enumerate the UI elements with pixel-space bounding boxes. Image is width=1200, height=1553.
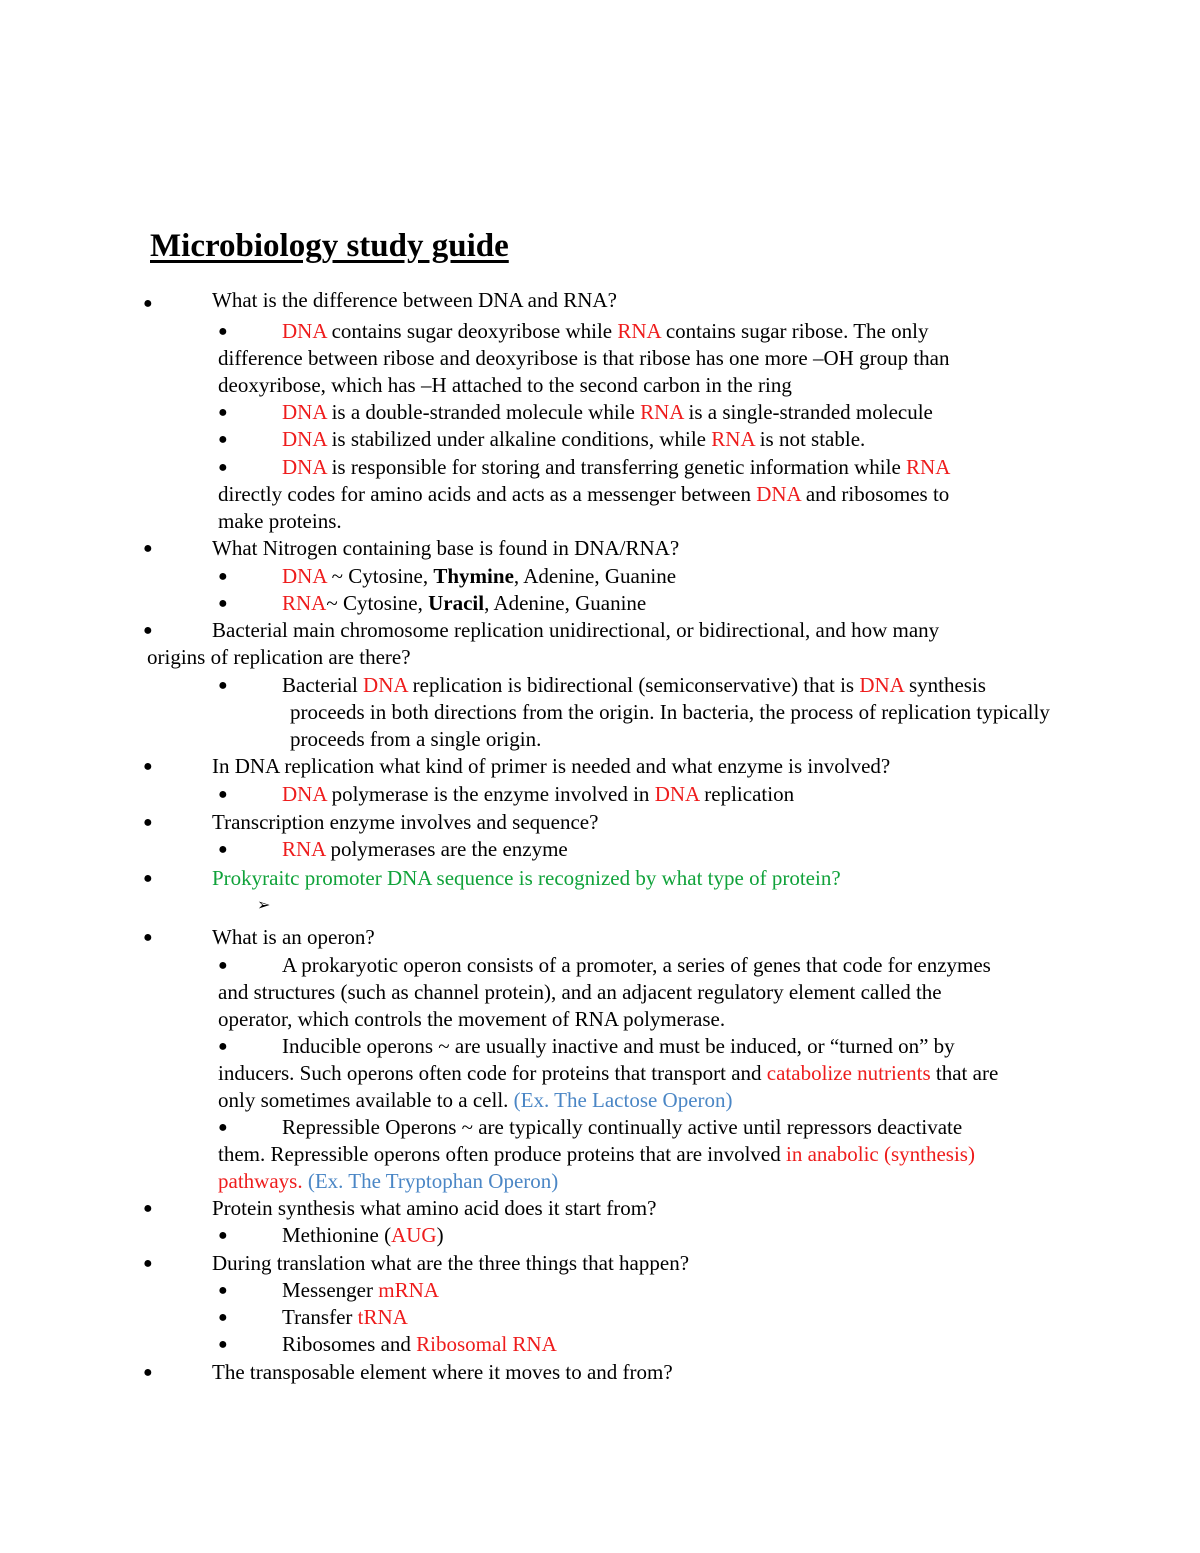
bullet-icon: ● (218, 841, 228, 858)
bullet-icon: ● (218, 404, 228, 421)
question-promoter-protein: Prokyraitc promoter DNA sequence is recognized by what type of protein? (212, 866, 841, 890)
answer-sugar-difference: DNA contains sugar deoxyribose while RNA contains sugar ribose. The only difference between ribose and deoxyribose is that ribose has one more –OH group than deoxyribose, which has –H attached to the second carbon in the ring (218, 319, 950, 397)
question-transcription-enzyme: Transcription enzyme involves and sequence? (212, 810, 599, 834)
bullet-icon: ● (143, 1255, 153, 1272)
answer-stability: DNA is stabilized under alkaline conditions, while RNA is not stable. (282, 427, 866, 451)
bullet-icon: ● (143, 1200, 153, 1217)
bullet-icon: ● (143, 622, 153, 639)
question-operon: What is an operon? (212, 925, 375, 949)
answer-rna-polymerase: RNA polymerases are the enzyme (282, 837, 568, 861)
answer-rna-bases: RNA~ Cytosine, Uracil, Adenine, Guanine (282, 591, 647, 615)
answer-mrna: Messenger mRNA (282, 1278, 439, 1302)
bullet-icon: ● (143, 758, 153, 775)
bullet-icon: ● (218, 1309, 228, 1326)
bullet-icon: ● (218, 1282, 228, 1299)
question-transposable-element: The transposable element where it moves to and from? (212, 1360, 673, 1384)
question-start-amino-acid: Protein synthesis what amino acid does it start from? (212, 1196, 657, 1220)
question-primer-enzyme: In DNA replication what kind of primer is needed and what enzyme is involved? (212, 754, 891, 778)
bullet-icon: ● (218, 677, 228, 694)
bullet-icon: ● (143, 870, 153, 887)
answer-ribosomal-rna: Ribosomes and Ribosomal RNA (282, 1332, 557, 1356)
bullet-icon: ● (143, 929, 153, 946)
answer-dna-polymerase: DNA polymerase is the enzyme involved in DNA replication (282, 782, 795, 806)
answer-strandedness: DNA is a double-stranded molecule while RNA is a single-stranded molecule (282, 400, 933, 424)
bullet-icon: ● (218, 1227, 228, 1244)
bullet-icon: ● (143, 1364, 153, 1381)
bullet-icon: ● (218, 1038, 228, 1055)
question-replication-direction: Bacterial main chromosome replication unidirectional, or bidirectional, and how many origins of replication are there? (147, 618, 940, 669)
page-title: Microbiology study guide (150, 228, 509, 264)
bullet-icon: ● (218, 786, 228, 803)
question-dna-rna-difference: What is the difference between DNA and RNA? (212, 288, 617, 312)
bullet-icon: ● (143, 540, 153, 557)
bullet-icon: ● (218, 323, 228, 340)
bullet-icon: ● (218, 459, 228, 476)
answer-bidirectional-replication: Bacterial DNA replication is bidirectional (semiconservative) that is DNA synthesis proceeds in both directions from the origin. In bacteria, the process of replication typically proceeds from a single origin. (282, 673, 1050, 751)
bullet-icon: ● (218, 431, 228, 448)
arrow-bullet-icon: ➢ (257, 895, 271, 914)
bullet-icon: ● (143, 814, 153, 831)
question-translation: During translation what are the three things that happen? (212, 1251, 690, 1275)
answer-operon-definition: A prokaryotic operon consists of a promoter, a series of genes that code for enzymes and structures (such as channel protein), and an adjacent regulatory element called the operator, which controls the movement of RNA polymerase. (218, 953, 991, 1031)
bullet-icon: ● (218, 1119, 228, 1136)
bullet-icon: ● (218, 568, 228, 585)
bullet-icon: ● (218, 957, 228, 974)
answer-trna: Transfer tRNA (282, 1305, 408, 1329)
bullet-icon: ● (143, 295, 153, 312)
bullet-icon: ● (218, 1336, 228, 1353)
question-nitrogen-bases: What Nitrogen containing base is found in DNA/RNA? (212, 536, 680, 560)
answer-methionine: Methionine (AUG) (282, 1223, 444, 1247)
bullet-icon: ● (218, 595, 228, 612)
answer-function: DNA is responsible for storing and transferring genetic information while RNA directly codes for amino acids and acts as a messenger between DNA and ribosomes to make proteins. (218, 455, 950, 533)
answer-repressible-operons: Repressible Operons ~ are typically continually active until repressors deactivate them. Repressible operons often produce proteins that are involved in anabolic (synthesis) pathways. (Ex. The Tryptophan Operon) (218, 1115, 975, 1193)
answer-dna-bases: DNA ~ Cytosine, Thymine, Adenine, Guanine (282, 564, 677, 588)
answer-inducible-operons: Inducible operons ~ are usually inactive and must be induced, or “turned on” by inducers. Such operons often code for proteins that transport and catabolize nutrients that are only sometimes available to a cell. (Ex. The Lactose Operon) (218, 1034, 999, 1112)
